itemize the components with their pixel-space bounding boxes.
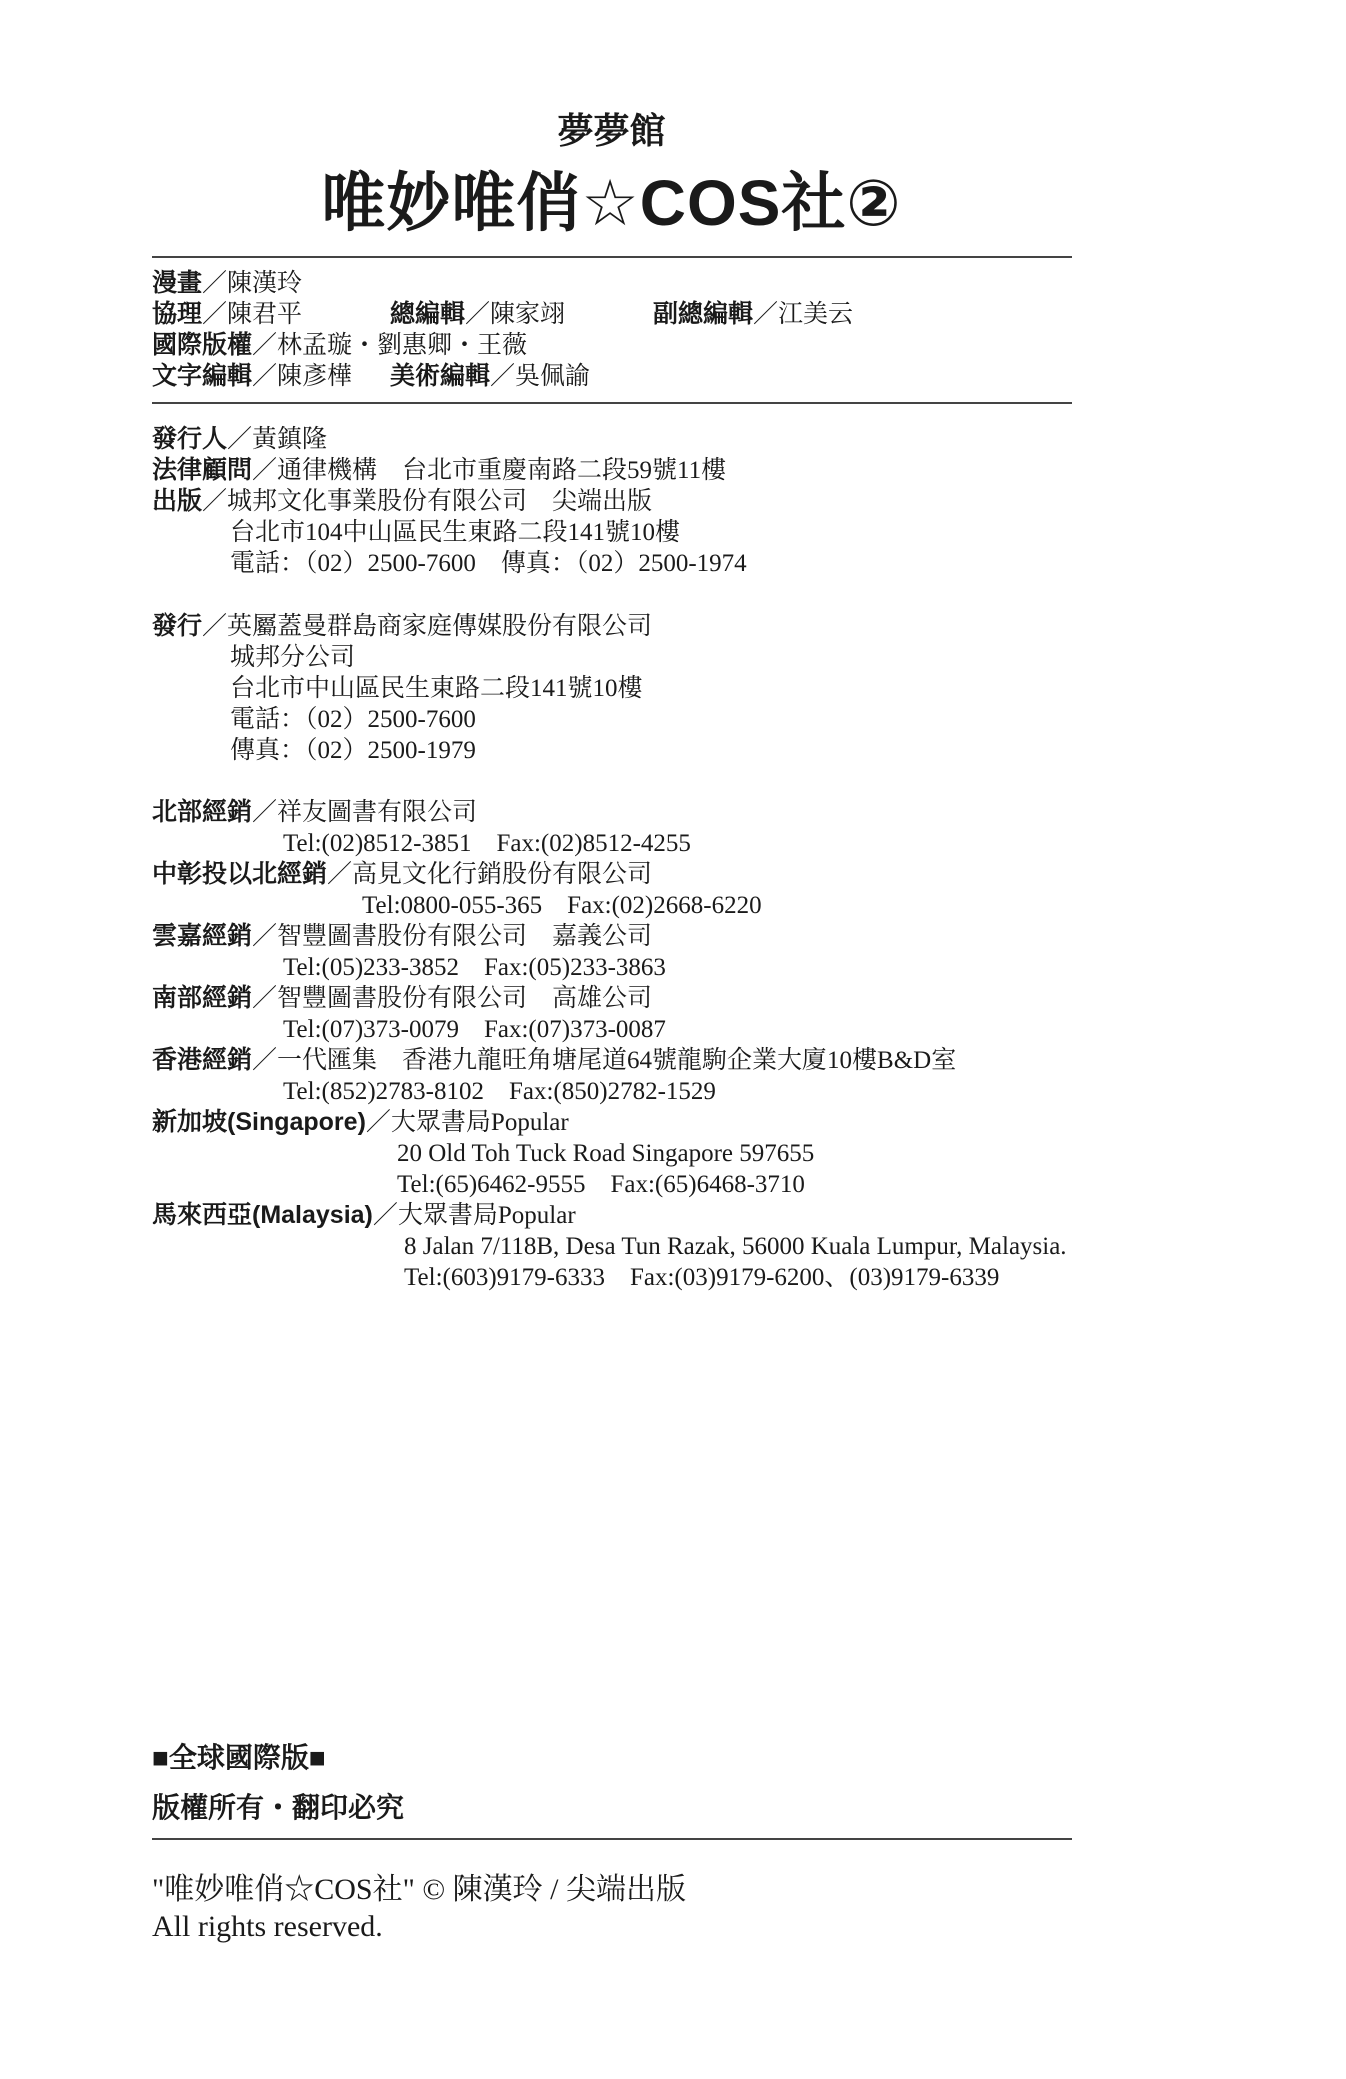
edition-label: ■全球國際版■	[152, 1742, 326, 1773]
distributor-value: 英屬蓋曼群島商家庭傳媒股份有限公司	[227, 613, 653, 640]
dealer-label: 南部經銷	[152, 984, 253, 1012]
credit-value: 江美云	[778, 301, 854, 328]
distributor-label: 發行	[152, 612, 203, 640]
credit-value: 吳佩諭	[515, 363, 591, 390]
publisher-value: 通律機構 台北市重慶南路二段59號11樓	[277, 457, 727, 484]
credit-intl-rights	[152, 330, 527, 361]
dealer-value: 智豐圖書股份有限公司 嘉義公司	[277, 923, 653, 950]
credit-value: 陳漢玲	[227, 270, 303, 297]
credit-label: 國際版權	[152, 331, 253, 359]
separator: ／	[202, 488, 228, 515]
distributor-address: 台北市中山區民生東路二段141號10樓	[230, 675, 643, 702]
distributor-phone: 電話：（02）2500-7600	[230, 706, 476, 733]
publisher-legal	[152, 455, 726, 486]
dealer-label: 香港經銷	[152, 1046, 253, 1074]
dealer-yunjia	[152, 921, 652, 952]
dealer-contact: Tel:0800-055-365 Fax:(02)2668-6220	[362, 892, 762, 919]
rights-reserved-en: All rights reserved.	[152, 1910, 383, 1943]
separator: ／	[252, 363, 278, 390]
dealer-value: 智豐圖書股份有限公司 高雄公司	[277, 985, 653, 1012]
distributor-name	[152, 611, 652, 642]
publisher-issuer	[152, 424, 327, 455]
credit-value: 林孟璇・劉惠卿・王薇	[277, 332, 528, 359]
credit-assistant	[152, 299, 302, 330]
credit-deputy-chief-editor	[653, 299, 853, 330]
separator: ／	[252, 332, 278, 359]
credit-illustrator	[152, 268, 302, 299]
separator: ／	[202, 301, 228, 328]
overseas-address: 8 Jalan 7/118B, Desa Tun Razak, 56000 Kuala Lumpur, Malaysia.	[404, 1233, 1067, 1260]
rights-reserved-cn: 版權所有・翻印必究	[152, 1792, 405, 1823]
separator: ／	[252, 799, 278, 826]
dealer-contact: Tel:(852)2783-8102 Fax:(850)2782-1529	[283, 1078, 716, 1105]
overseas-address: 20 Old Toh Tuck Road Singapore 597655	[397, 1140, 815, 1167]
separator: ／	[753, 301, 779, 328]
publisher-press	[152, 486, 652, 517]
overseas-label: 新加坡(Singapore)	[152, 1108, 366, 1136]
overseas-contact: Tel:(603)9179-6333 Fax:(03)9179-6200、(03)9179-6339	[404, 1264, 1000, 1291]
dealer-value: 祥友圖書有限公司	[277, 799, 478, 826]
overseas-value: 大眾書局Popular	[390, 1109, 569, 1136]
separator: ／	[252, 923, 278, 950]
separator: ／	[490, 363, 516, 390]
credit-label: 副總編輯	[653, 300, 754, 328]
overseas-label: 馬來西亞(Malaysia)	[152, 1201, 373, 1229]
overseas-malaysia	[152, 1200, 576, 1231]
distributor-fax: 傳真：（02）2500-1979	[230, 737, 476, 764]
publisher-address: 台北市104中山區民生東路二段141號10樓	[230, 519, 681, 546]
credit-value: 陳家翊	[490, 301, 566, 328]
divider	[152, 1838, 1072, 1840]
overseas-singapore	[152, 1107, 569, 1138]
dealer-contact: Tel:(05)233-3852 Fax:(05)233-3863	[283, 954, 666, 981]
overseas-contact: Tel:(65)6462-9555 Fax:(65)6468-3710	[397, 1171, 805, 1198]
series-name: 夢夢館	[557, 110, 666, 151]
separator: ／	[465, 301, 491, 328]
dealer-value: 一代匯集 香港九龍旺角塘尾道64號龍駒企業大廈10樓B&D室	[277, 1047, 957, 1074]
dealer-north	[152, 797, 477, 828]
credit-chief-editor	[390, 299, 565, 330]
publisher-value: 黃鎮隆	[252, 426, 328, 453]
publisher-label: 發行人	[152, 425, 228, 453]
dealer-label: 雲嘉經銷	[152, 922, 253, 950]
credit-text-editor	[152, 361, 352, 392]
dealer-contact: Tel:(07)373-0079 Fax:(07)373-0087	[283, 1016, 666, 1043]
credit-label: 美術編輯	[390, 362, 491, 390]
divider	[152, 256, 1072, 258]
credit-value: 陳彥樺	[277, 363, 353, 390]
credit-label: 總編輯	[390, 300, 466, 328]
publisher-label: 出版	[152, 487, 203, 515]
credit-art-editor	[390, 361, 590, 392]
dealer-label: 中彰投以北經銷	[152, 860, 328, 888]
separator: ／	[227, 426, 253, 453]
publisher-label: 法律顧問	[152, 456, 253, 484]
separator: ／	[327, 861, 353, 888]
dealer-contact: Tel:(02)8512-3851 Fax:(02)8512-4255	[283, 830, 691, 857]
dealer-central	[152, 859, 652, 890]
credit-value: 陳君平	[227, 301, 303, 328]
divider	[152, 402, 1072, 404]
separator: ／	[252, 457, 278, 484]
separator: ／	[365, 1109, 391, 1136]
dealer-south	[152, 983, 652, 1014]
separator: ／	[202, 270, 228, 297]
separator: ／	[252, 1047, 278, 1074]
credit-label: 協理	[152, 300, 203, 328]
distributor-branch: 城邦分公司	[230, 644, 356, 671]
dealer-hongkong	[152, 1045, 956, 1076]
publisher-value: 城邦文化事業股份有限公司 尖端出版	[227, 488, 653, 515]
dealer-label: 北部經銷	[152, 798, 253, 826]
dealer-value: 高見文化行銷股份有限公司	[352, 861, 653, 888]
separator: ／	[252, 985, 278, 1012]
credit-label: 文字編輯	[152, 362, 253, 390]
book-title: 唯妙唯俏☆COS社②	[321, 167, 902, 239]
publisher-phone: 電話：（02）2500-7600 傳真：（02）2500-1974	[230, 550, 747, 577]
credit-label: 漫畫	[152, 269, 203, 297]
overseas-value: 大眾書局Popular	[397, 1202, 576, 1229]
separator: ／	[202, 613, 228, 640]
separator: ／	[372, 1202, 398, 1229]
copyright-line: "唯妙唯俏☆COS社" © 陳漢玲 / 尖端出版	[152, 1873, 686, 1906]
